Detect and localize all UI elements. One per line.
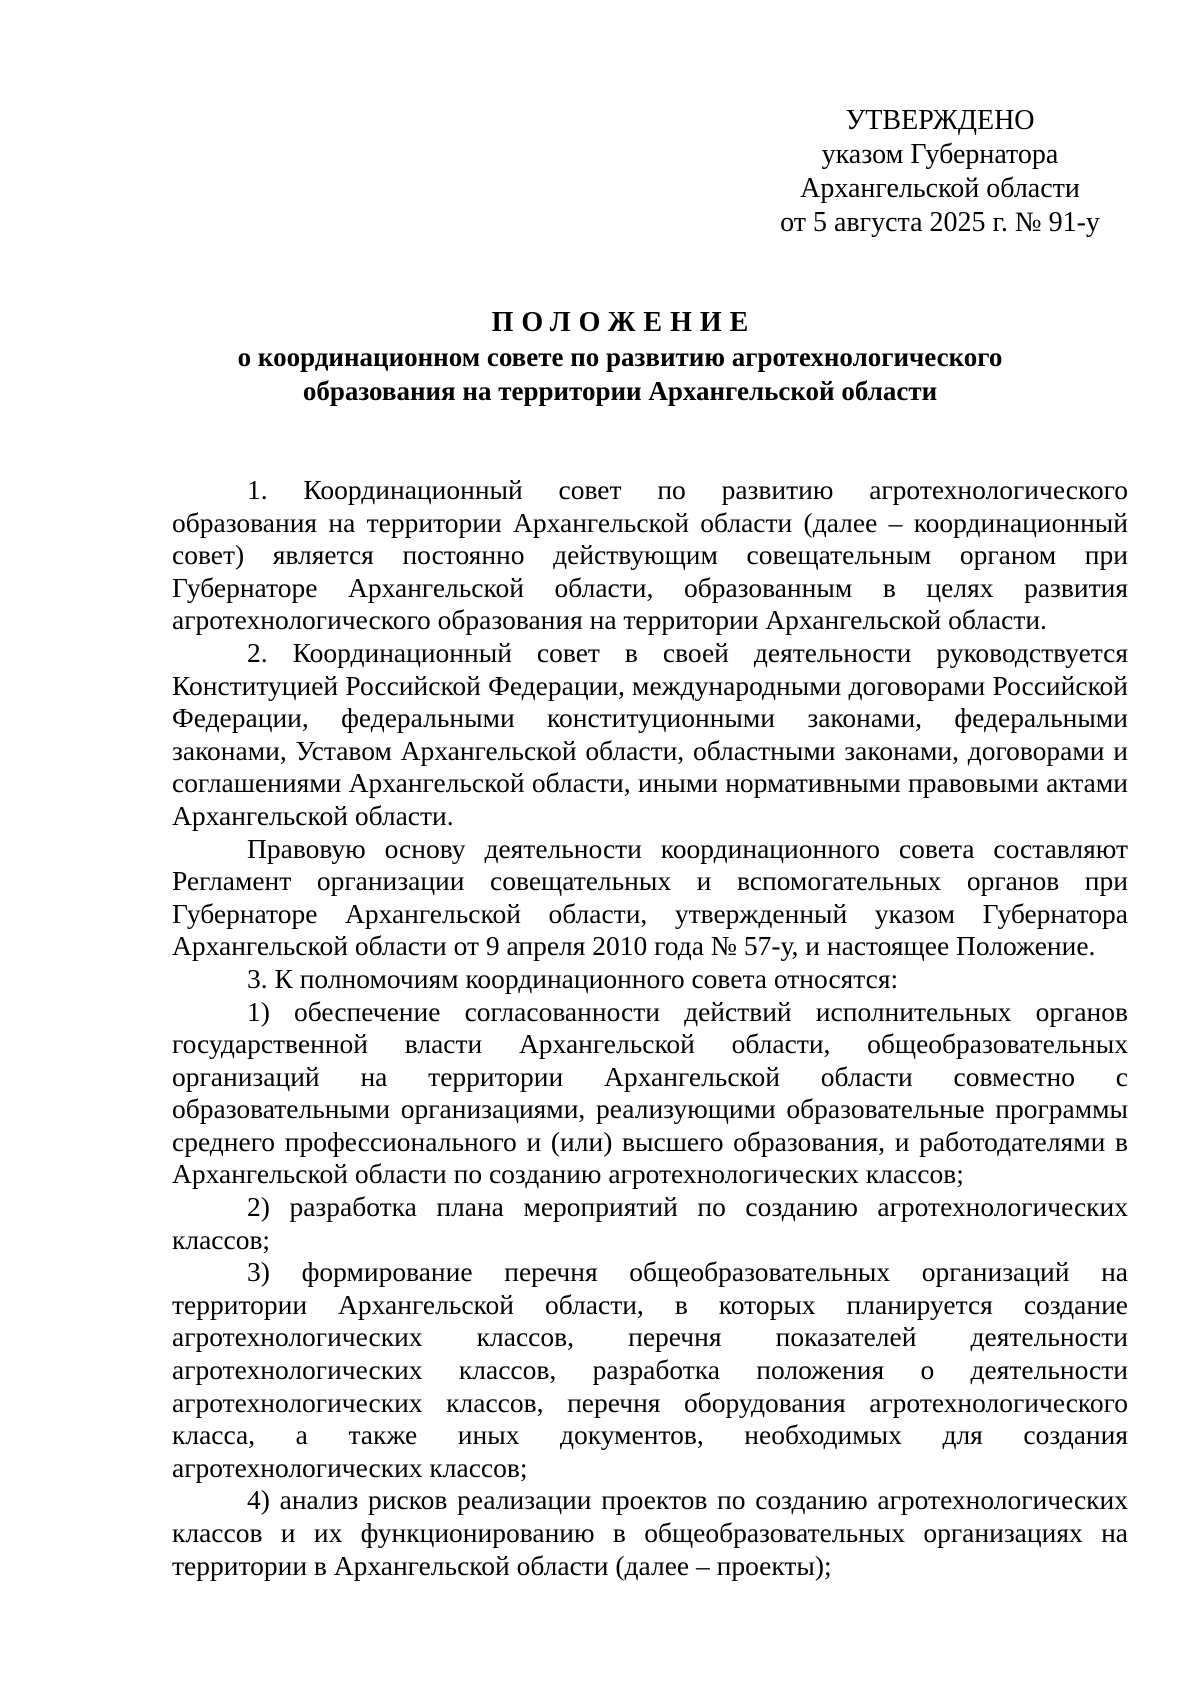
approval-stamp-block [760,104,1120,240]
paragraph-2: 2. Координационный совет в своей деятельности руководствуется Конституцией Российской Федерации, международными договорами Российской Федерации, федеральными конституционными законами, федеральными законами, Уставом Архангельской области, областными законами, договорами и соглашениями Архангельской области, иными нормативными правовыми актами Архангельской области. [172,636,1128,831]
list-item-1: 1) обеспечение согласованности действий исполнительных органов государственной власти Архангельской области, общеобразовательных организаций на территории Архангельской области совместно с образовательными организациями, реализующими образовательные программы среднего профессионального и (или) высшего образования, и работодателями в Архангельской области по созданию агротехнологических классов; [172,995,1128,1190]
paragraph-1: 1. Координационный совет по развитию агротехнологического образования на территории Архангельской области (далее – координационный совет) является постоянно действующим совещательным органом при Губернаторе Архангельской области, образованным в целях развития агротехнологического образования на территории Архангельской области. [172,474,1128,636]
list-item-4: 4) анализ рисков реализации проектов по созданию агротехнологических классов и их функционированию в общеобразовательных организациях на территории в Архангельской области (далее – проекты); [172,1484,1128,1581]
list-item-3: 3) формирование перечня общеобразовательных организаций на территории Архангельской области, в которых планируется создание агротехнологических классов, перечня показателей деятельности агротехнологических классов, разработка положения о деятельности агротехнологических классов, перечня оборудования агротехнологического класса, а также иных документов, необходимых для создания агротехнологических классов; [172,1256,1128,1483]
document-subtitle-line-1: о координационном совете по развитию агротехнологического [237,342,1003,372]
document-title-block [170,306,1070,408]
approval-heading: УТВЕРЖДЕНО [845,105,1035,136]
approval-date-number: от 5 августа 2025 г. № 91-у [780,207,1100,238]
document-body [172,474,1128,1582]
document-subtitle-line-2: образования на территории Архангельской области [302,376,938,406]
approval-decree-line: указом Губернатора [821,139,1059,170]
approval-region-line: Архангельской области [800,173,1080,204]
list-item-2: 2) разработка плана мероприятий по созданию агротехнологических классов; [172,1191,1128,1255]
paragraph-3: 3. К полномочиям координационного совета относятся: [247,962,899,994]
document-title: ПОЛОЖЕНИЕ [491,307,757,338]
paragraph-legal-basis: Правовую основу деятельности координационного совета составляют Регламент организации совещательных и вспомогательных органов при Губернаторе Архангельской области, утвержденный указом Губернатора Архангельской области от 9 апреля 2010 года № 57-у, и настоящее Положение. [172,832,1128,962]
